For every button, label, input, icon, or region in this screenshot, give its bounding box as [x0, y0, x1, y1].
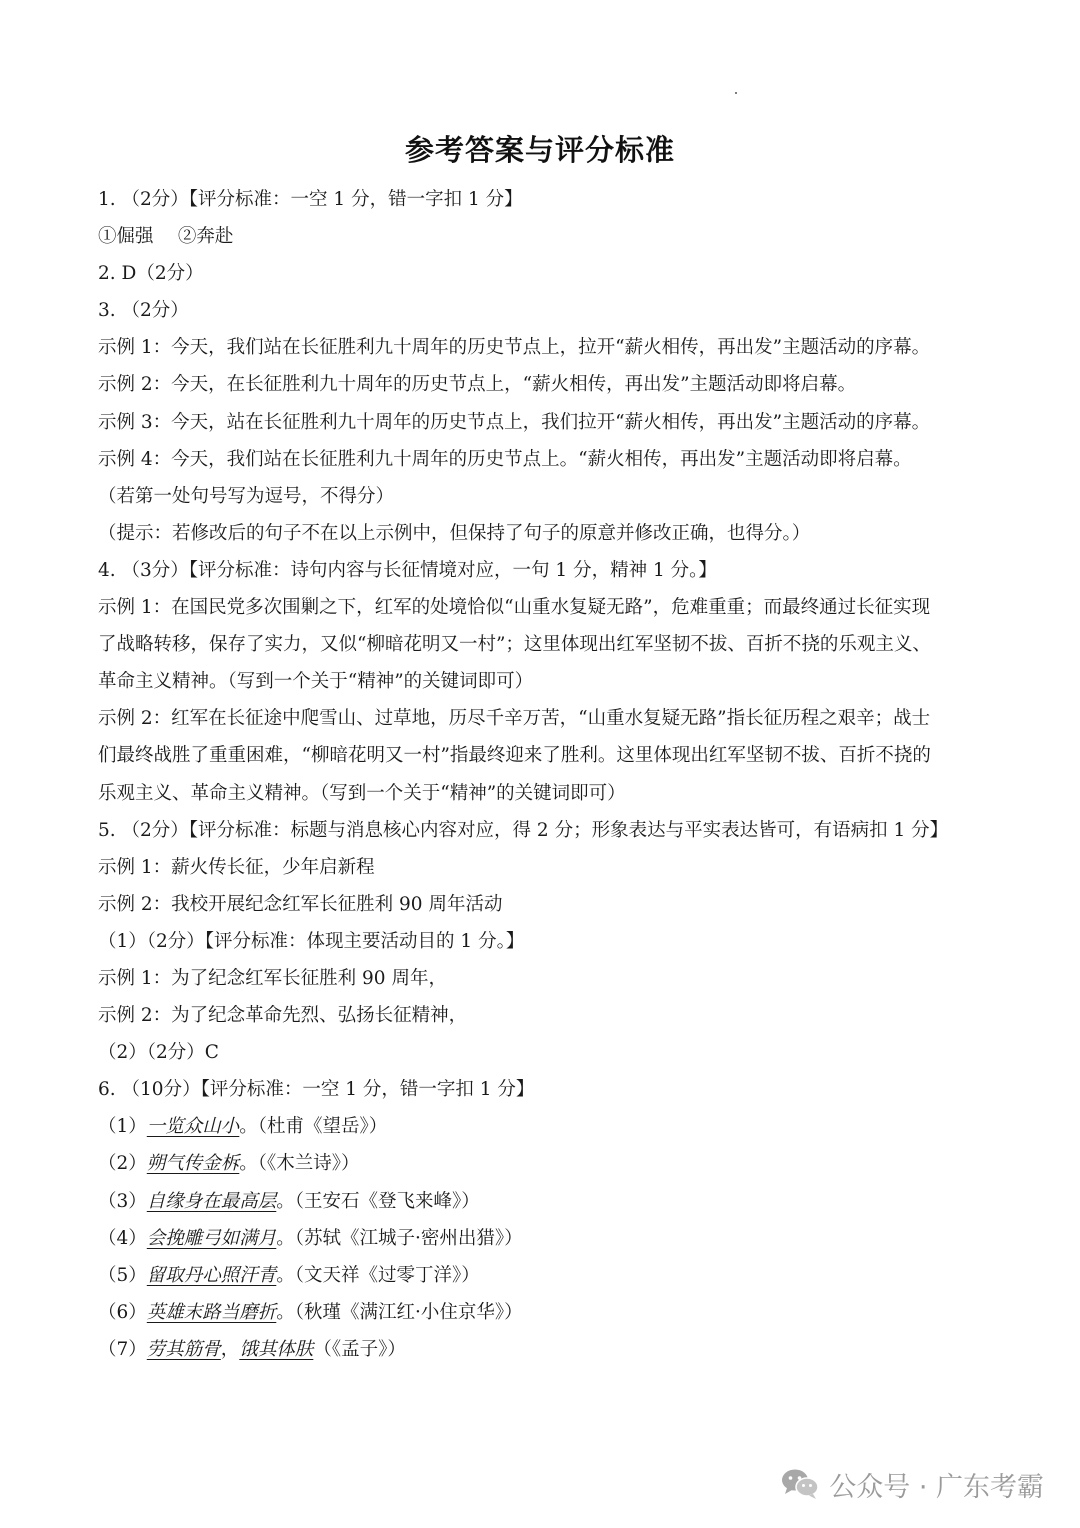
q3-example-3: 示例 3：今天，站在长征胜利九十周年的历史节点上，我们拉开“薪火相传，再出发”主题活动的序幕。 — [98, 411, 931, 433]
q3-example-1: 示例 1：今天，我们站在长征胜利九十周年的历史节点上，拉开“薪火相传，再出发”主题活动的序幕。 — [98, 337, 931, 359]
q4-example-1-line-1: 示例 1：在国民党多次围剿之下，红军的处境恰似“山重水复疑无路”，危难重重；而最终通过长征实现 — [98, 597, 931, 619]
q5-sub2-answer: （2）（2分）C — [98, 1042, 219, 1064]
poem-source: （《孟子》） — [313, 1338, 406, 1360]
poem-source: 。（文天祥《过零丁洋》） — [276, 1264, 480, 1286]
q3-example-4: 示例 4：今天，我们站在长征胜利九十周年的历史节点上。“薪火相传，再出发”主题活动即将启幕。 — [98, 448, 912, 470]
poem-source: 。（杜甫《望岳》） — [239, 1116, 388, 1138]
poem-number: （3） — [98, 1190, 147, 1212]
q4-header: 4. （3分）【评分标准：诗句内容与长征情境对应，一句 1 分，精神 1 分。】 — [98, 559, 717, 581]
poem-line-3 — [98, 1183, 980, 1220]
poem-source: 。（《木兰诗》） — [239, 1153, 360, 1175]
poem-source: 。（王安石《登飞来峰》） — [276, 1190, 480, 1212]
poem-number: （2） — [98, 1153, 147, 1175]
poem-number: （4） — [98, 1227, 147, 1249]
q6-header: 6. （10分）【评分标准：一空 1 分，错一字扣 1 分】 — [98, 1079, 535, 1101]
poem-number: （7） — [98, 1338, 147, 1360]
q5-sub1-example-1: 示例 1：为了纪念红军长征胜利 90 周年， — [98, 967, 447, 989]
watermark-text: 公众号 · 广东考霸 — [829, 1471, 1044, 1503]
poem-number: （5） — [98, 1264, 147, 1286]
q3-hint: （提示：若修改后的句子不在以上示例中，但保持了句子的原意并修改正确，也得分。） — [98, 522, 811, 544]
q3-note: （若第一处句号写为逗号，不得分） — [98, 485, 395, 507]
poem-answer: 会挽雕弓如满月 — [146, 1227, 277, 1249]
poem-line-1 — [98, 1108, 980, 1145]
q4-example-1-line-2: 了战略转移，保存了实力，又似“柳暗花明又一村”；这里体现出红军坚韧不拔、百折不挠的乐观主义、 — [98, 634, 931, 656]
q1-answer: ①倔强 ②奔赴 — [98, 226, 234, 248]
poem-source: 。（秋瑾《满江红·小住京华》） — [276, 1301, 523, 1323]
poem-answer: 劳其筋骨 — [146, 1338, 221, 1360]
poem-line-4 — [98, 1220, 980, 1257]
q3-header: 3. （2分） — [98, 300, 189, 322]
q5-sub1-header: （1）（2分）【评分标准：体现主要活动目的 1 分。】 — [98, 930, 525, 952]
poem-line-5 — [98, 1257, 980, 1294]
poem-line-2 — [98, 1145, 980, 1182]
answer-content — [98, 181, 980, 1368]
poem-number: （1） — [98, 1116, 147, 1138]
q5-example-1: 示例 1：薪火传长征，少年启新程 — [98, 856, 375, 878]
q2-answer: 2. D（2分） — [98, 263, 204, 285]
q4-example-2-line-2: 们最终战胜了重重困难，“柳暗花明又一村”指最终迎来了胜利。这里体现出红军坚韧不拔、百折不挠的 — [98, 745, 931, 767]
q3-example-2: 示例 2：今天，在长征胜利九十周年的历史节点上，“薪火相传，再出发”主题活动即将启幕。 — [98, 374, 857, 396]
q4-example-2-line-3: 乐观主义、革命主义精神。（写到一个关于“精神”的关键词即可） — [98, 782, 626, 804]
poem-answer: 自缘身在最高层 — [146, 1190, 277, 1212]
poem-line-6 — [98, 1294, 980, 1331]
q5-sub1-example-2: 示例 2：为了纪念革命先烈、弘扬长征精神， — [98, 1005, 468, 1027]
poem-answer-2: 饿其体肤 — [239, 1338, 314, 1360]
poem-line-7 — [98, 1331, 980, 1368]
poem-answer: 英雄末路当磨折 — [146, 1301, 277, 1323]
poem-answer: 一览众山小 — [146, 1116, 240, 1138]
q5-header: 5. （2分）【评分标准：标题与消息核心内容对应，得 2 分；形象表达与平实表达皆可，有语病扣 1 分】 — [98, 819, 949, 841]
q4-example-2-line-1: 示例 2：红军在长征途中爬雪山、过草地，历尽千辛万苦，“山重水复疑无路”指长征历程之艰辛；战士 — [98, 708, 931, 730]
page-title: 参考答案与评分标准 — [404, 133, 675, 167]
poem-source: 。（苏轼《江城子·密州出猎》） — [276, 1227, 523, 1249]
poem-number: （6） — [98, 1301, 147, 1323]
poem-answer: 朔气传金柝 — [146, 1153, 240, 1175]
poem-separator: ， — [220, 1338, 240, 1360]
q5-example-2: 示例 2：我校开展纪念红军长征胜利 90 周年活动 — [98, 893, 503, 915]
q1-header: 1. （2分）【评分标准：一空 1 分，错一字扣 1 分】 — [98, 189, 523, 210]
scan-dot — [735, 92, 737, 94]
poem-answer: 留取丹心照汗青 — [146, 1264, 277, 1286]
wechat-icon — [781, 1468, 819, 1500]
wechat-watermark — [781, 1462, 1044, 1506]
q4-example-1-line-3: 革命主义精神。（写到一个关于“精神”的关键词即可） — [98, 671, 534, 693]
